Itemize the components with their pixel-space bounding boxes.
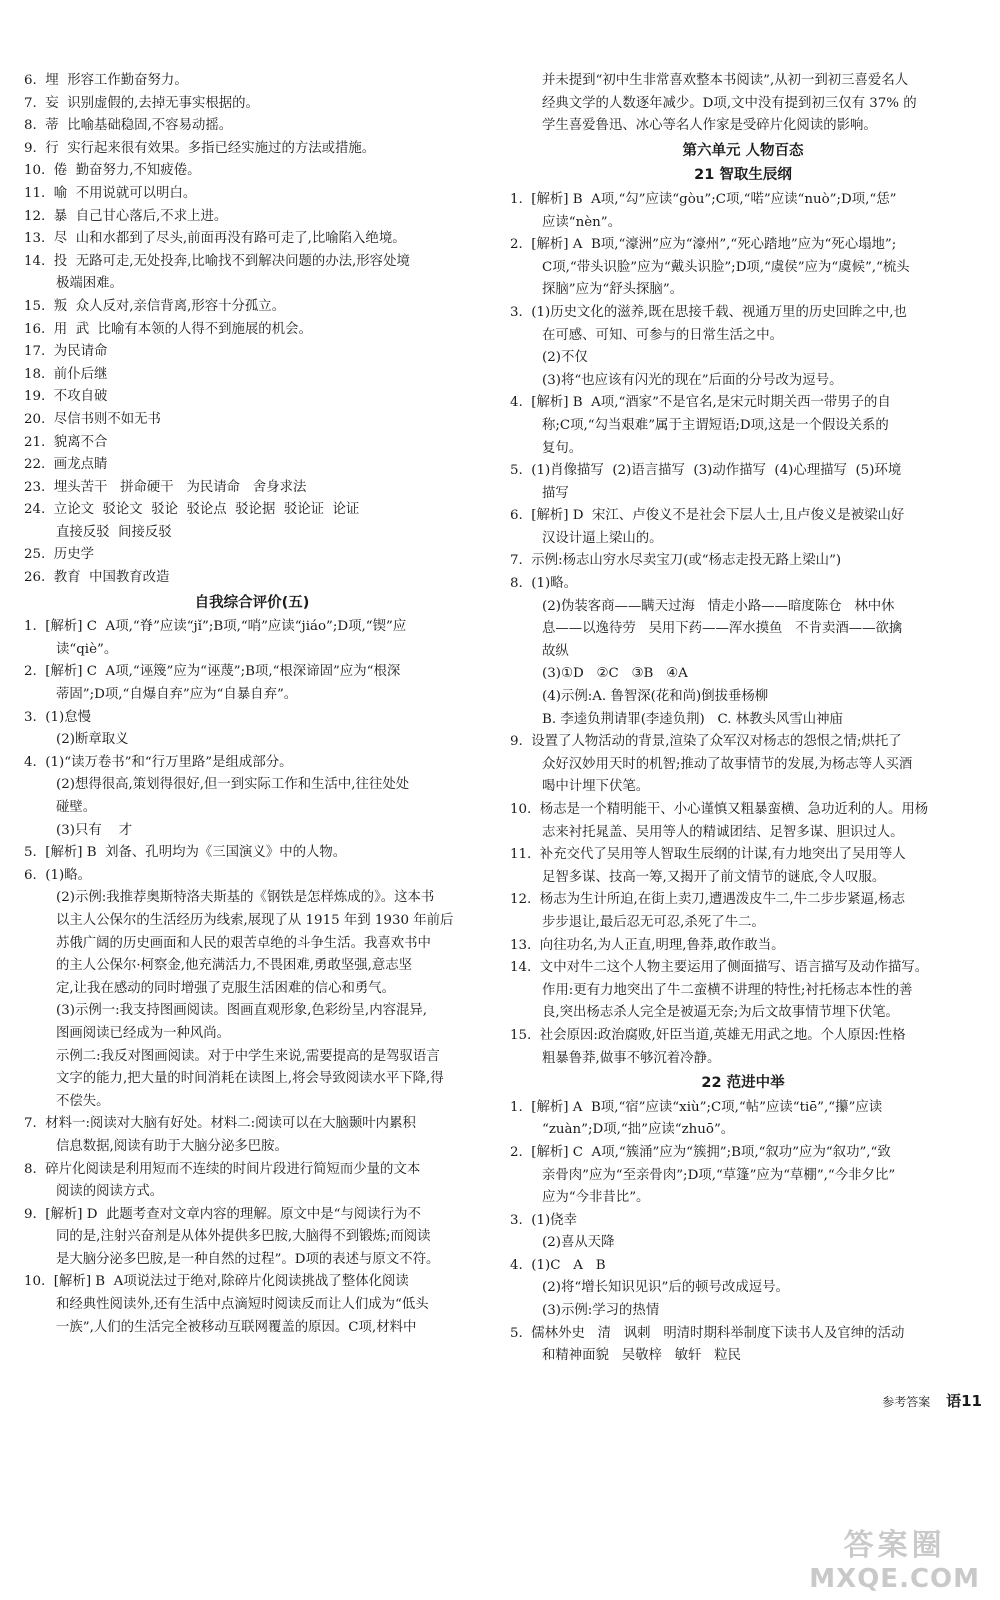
text-line: 19. 不攻自破 xyxy=(24,389,108,405)
text-line: 信息数据,阅读有助于大脑分泌多巴胺。 xyxy=(56,1138,288,1154)
text-line: 5. (1)肖像描写 (2)语言描写 (3)动作描写 (4)心理描写 (5)环境 xyxy=(510,463,902,479)
text-line: 学生喜爱鲁迅、冰心等名人作家是受碎片化阅读的影响。 xyxy=(542,118,877,134)
text-line: 1. [解析] A B项,“宿”应读“xiù”;C项,“帖”应读“tiē”,“攥”应读 xyxy=(510,1099,883,1115)
text-line: 13. 尽 山和水都到了尽头,前面再没有路可走了,比喻陷入绝境。 xyxy=(24,231,406,247)
text-line: 12. 暴 自己甘心落后,不求上进。 xyxy=(24,208,228,224)
right-column xyxy=(510,70,976,1368)
text-line: 10. 倦 勤奋努力,不知疲倦。 xyxy=(24,163,201,179)
section-heading: 自我综合评价(五) xyxy=(194,594,310,611)
text-line: 4. (1)C A B xyxy=(510,1257,606,1273)
text-line: 极端困难。 xyxy=(56,276,123,292)
text-line: 5. 儒林外史 清 讽刺 明清时期科举制度下读书人及官绅的活动 xyxy=(510,1325,905,1341)
text-line: 15. 叛 众人反对,亲信背离,形容十分孤立。 xyxy=(24,298,286,314)
page-number: 语11 xyxy=(946,1392,982,1410)
text-line: 4. [解析] B A项,“酒家”不是官名,是宋元时期关西一带男子的自 xyxy=(510,395,891,411)
watermark-logo xyxy=(809,1520,980,1594)
text-line: (3)①D ②C ③B ④A xyxy=(542,666,688,682)
text-line: 喝中计埋下伏笔。 xyxy=(542,779,650,795)
text-line: 复句。 xyxy=(542,440,583,456)
text-line: 阅读的阅读方式。 xyxy=(56,1184,164,1200)
text-line: 13. 向往功名,为人正直,明理,鲁莽,敢作敢当。 xyxy=(510,937,785,953)
text-line: (2)伪装客商——瞒天过海 情走小路——暗度陈仓 林中休 xyxy=(542,598,895,614)
text-line: 12. 杨志为生计所迫,在街上卖刀,遭遇泼皮牛二,牛二步步紧逼,杨志 xyxy=(510,892,905,908)
text-line: (3)示例:学习的热情 xyxy=(542,1303,660,1319)
text-line: 17. 为民请命 xyxy=(24,344,108,360)
text-line: 4. (1)“读万卷书”和“行万里路”是组成部分。 xyxy=(24,754,293,770)
text-line: 7. 材料一:阅读对大脑有好处。材料二:阅读可以在大脑颞叶内累积 xyxy=(24,1116,416,1132)
footer-label: 参考答案 xyxy=(882,1395,931,1409)
text-line: 7. 示例:杨志山穷水尽卖宝刀(或“杨志走投无路上梁山”) xyxy=(510,553,842,569)
text-line: 直接反驳 间接反驳 xyxy=(56,524,172,540)
text-line: 示例二:我反对图画阅读。对于中学生来说,需要提高的是驾驭语言 xyxy=(56,1048,440,1064)
text-line: 息——以逸待劳 吴用下药——浑水摸鱼 不肯卖酒——欲擒 xyxy=(542,621,903,637)
text-line: 8. (1)略。 xyxy=(510,576,578,592)
text-line: 2. [解析] A B项,“濠洲”应为“濠州”,“死心踏地”应为“死心塌地”; xyxy=(510,237,897,253)
text-line: 3. (1)怠慢 xyxy=(24,709,92,725)
text-line: 14. 文中对牛二这个人物主要运用了侧面描写、语言描写及动作描写。 xyxy=(510,960,929,976)
text-line: 步步退让,最后忍无可忍,杀死了牛二。 xyxy=(542,914,765,930)
text-line: 1. [解析] C A项,“脊”应读“jǐ”;B项,“哨”应读“jiáo”;D项,“锲”应 xyxy=(24,619,407,635)
text-line: 9. [解析] D 此题考查对文章内容的理解。原文中是“与阅读行为不 xyxy=(24,1206,421,1222)
text-line: 称;C项,“勾当艰难”属于主谓短语;D项,这是一个假设关系的 xyxy=(542,417,889,433)
section-heading: 21 智取生辰纲 xyxy=(694,167,792,184)
watermark-line1: 答案圈 xyxy=(843,1528,946,1563)
text-line: 汉设计逼上梁山的。 xyxy=(542,530,663,546)
text-line: 24. 立论文 驳论文 驳论 驳论点 驳论据 驳论证 论证 xyxy=(24,502,360,518)
text-line: (3)将“也应该有闪光的现在”后面的分号改为逗号。 xyxy=(542,372,843,388)
text-line: 和精神面貌 吴敬梓 敏轩 粒民 xyxy=(542,1348,741,1364)
section-heading: 22 范进中举 xyxy=(701,1075,785,1092)
text-line: 同的是,注射兴奋剂是从体外提供多巴胺,大脑得不到锻炼;而阅读 xyxy=(56,1229,431,1245)
text-line: “zuàn”;D项,“拙”应读“zhuō”。 xyxy=(542,1122,735,1138)
text-line: 苏俄广阔的历史画面和人民的艰苦卓绝的斗争生活。我喜欢书中 xyxy=(56,935,431,951)
left-column xyxy=(24,70,480,1339)
text-line: 3. (1)侥幸 xyxy=(510,1212,578,1228)
text-line: 志来衬托晁盖、吴用等人的精诚团结、足智多谋、胆识过人。 xyxy=(542,824,904,840)
text-line: (2)将“增长知识见识”后的顿号改成逗号。 xyxy=(542,1280,789,1296)
text-line: 粗暴鲁莽,做事不够沉着冷静。 xyxy=(542,1050,721,1066)
text-line: 7. 妄 识别虚假的,去掉无事实根据的。 xyxy=(24,95,259,111)
text-line: (4)示例:A. 鲁智深(花和尚)倒拔垂杨柳 xyxy=(542,689,769,705)
text-line: 9. 行 实行起来很有效果。多指已经实施过的方法或措施。 xyxy=(24,140,376,156)
text-line: 以主人公保尔的生活经历为线索,展现了从 1915 年到 1930 年前后 xyxy=(56,912,454,928)
text-line: (2)喜从天降 xyxy=(542,1235,615,1251)
text-line: 文字的能力,把大量的时间消耗在读图上,将会导致阅读水平下降,得 xyxy=(56,1071,444,1087)
text-line: 描写 xyxy=(542,485,569,501)
text-line: 不偿失。 xyxy=(56,1093,110,1109)
text-line: 1. [解析] B A项,“勾”应读“gòu”;C项,“喏”应读“nuò”;D项,“恁” xyxy=(510,191,897,207)
text-line: 22. 画龙点睛 xyxy=(24,457,108,473)
text-line: 11. 喻 不用说就可以明白。 xyxy=(24,185,197,201)
text-line: 23. 埋头苦干 拼命硬干 为民请命 舍身求法 xyxy=(24,479,307,495)
text-line: 众好汉妙用天时的机智;推动了故事情节的发展,为杨志等人买酒 xyxy=(542,756,913,772)
text-line: 8. 碎片化阅读是利用短而不连续的时间片段进行简短而少量的文本 xyxy=(24,1161,421,1177)
text-line: 15. 社会原因:政治腐败,奸臣当道,英雄无用武之地。个人原因:性格 xyxy=(510,1027,906,1043)
text-line: (3)示例一:我支持图画阅读。图画直观形象,色彩纷呈,内容混异, xyxy=(56,1003,428,1019)
text-line: 25. 历史学 xyxy=(24,547,94,563)
text-line: 16. 用 武 比喻有本领的人得不到施展的机会。 xyxy=(24,321,312,337)
text-line: 亲骨肉”应为“至亲骨肉”;D项,“草篷”应为“草棚”,“今非夕比” xyxy=(542,1167,896,1183)
text-line: 21. 貌离不合 xyxy=(24,434,108,450)
text-line: 故纵 xyxy=(542,643,569,659)
text-line: 6. (1)略。 xyxy=(24,867,92,883)
text-line: 2. [解析] C A项,“诬篾”应为“诬蔑”;B项,“根深谛固”应为“根深 xyxy=(24,664,401,680)
text-line: 作用:更有力地突出了牛二蛮横不讲理的特性;衬托杨志本性的善 xyxy=(542,982,913,998)
text-line: 读“qiè”。 xyxy=(56,641,118,657)
section-heading: 第六单元 人物百态 xyxy=(682,142,804,159)
text-line: (2)不仅 xyxy=(542,350,588,366)
text-line: 的主人公保尔·柯察金,他充满活力,不畏困难,勇敢坚强,意志坚 xyxy=(56,958,413,974)
text-line: 20. 尽信书则不如无书 xyxy=(24,411,161,427)
text-line: 11. 补充交代了吴用等人智取生辰纲的计谋,有力地突出了吴用等人 xyxy=(510,847,906,863)
text-line: 18. 前仆后继 xyxy=(24,366,108,382)
text-line: B. 李逵负荆请罪(李逵负荆) C. 林教头风雪山神庙 xyxy=(542,711,843,727)
text-line: 良,突出杨志杀人完全是被逼无奈;为后文故事情节埋下伏笔。 xyxy=(542,1005,899,1021)
text-line: 应为“今非昔比”。 xyxy=(542,1190,650,1206)
text-line: 探脑”应为“舒头探脑”。 xyxy=(542,282,684,298)
text-line: 2. [解析] C A项,“簇涌”应为“簇拥”;B项,“叙功”应为“叙功”,“致 xyxy=(510,1144,891,1160)
text-line: 足智多谋、技高一筹,又揭开了前文情节的谜底,令人叹服。 xyxy=(542,869,886,885)
text-line: 在可感、可知、可参与的日常生活之中。 xyxy=(542,327,784,343)
text-line: 碰壁。 xyxy=(56,800,97,815)
text-line: 5. [解析] B 刘备、孔明均为《三国演义》中的人物。 xyxy=(24,845,347,861)
text-line: C项,“带头识脸”应为“戴头识脸”;D项,“虞侯”应为“虞候”,“梳头 xyxy=(542,259,910,275)
text-line: 14. 投 无路可走,无处投奔,比喻找不到解决问题的办法,形容处境 xyxy=(24,253,410,269)
text-line: 定,让我在感动的同时增强了克服生活困难的信心和勇气。 xyxy=(56,980,396,996)
text-line: (2)示例:我推荐奥斯特洛夫斯基的《钢铁是怎样炼成的》。这本书 xyxy=(56,890,435,906)
text-line: (2)断章取义 xyxy=(56,732,129,748)
text-line: (3)只有 才 xyxy=(56,822,133,838)
text-line: 应读“nèn”。 xyxy=(542,214,622,230)
text-line: 6. 埋 形容工作勤奋努力。 xyxy=(24,73,188,88)
text-line: 是大脑分泌多巴胺,是一种自然的过程”。D项的表述与原文不符。 xyxy=(56,1251,440,1267)
text-line: 和经典性阅读外,还有生活中点滴短时阅读反而让人们成为“低头 xyxy=(56,1297,429,1313)
text-line: 26. 教育 中国教育改造 xyxy=(24,570,170,586)
text-line: 8. 蒂 比喻基础稳固,不容易动摇。 xyxy=(24,118,233,134)
text-line: 10. 杨志是一个精明能干、小心谨慎又粗暴蛮横、急功近利的人。用杨 xyxy=(510,802,929,817)
text-line: 并未提到“初中生非常喜欢整本书阅读”,从初一到初三喜爱名人 xyxy=(542,73,909,88)
watermark-line2: MXQE.COM xyxy=(809,1564,980,1594)
text-line: 图画阅读已经成为一种风尚。 xyxy=(56,1025,231,1041)
page-footer xyxy=(882,1390,982,1411)
text-line: 10. [解析] B A项说法过于绝对,除碎片化阅读挑战了整体化阅读 xyxy=(24,1274,409,1290)
text-line: 9. 设置了人物活动的背景,渲染了众军汉对杨志的怨恨之情;烘托了 xyxy=(510,734,902,750)
text-line: 一族”,人们的生活完全被移动互联网覆盖的原因。C项,材料中 xyxy=(56,1319,417,1335)
text-line: (2)想得很高,策划得很好,但一到实际工作和生活中,往往处处 xyxy=(56,777,410,793)
text-line: 经典文学的人数逐年减少。D项,文中没有提到初三仅有 37% 的 xyxy=(542,95,917,111)
text-line: 蒂固”;D项,“自爆自弃”应为“自暴自弃”。 xyxy=(56,687,298,703)
text-line: 3. (1)历史文化的滋养,既在思接千载、视通万里的历史回眸之中,也 xyxy=(510,304,907,320)
text-line: 6. [解析] D 宋江、卢俊义不是社会下层人士,且卢俊义是被梁山好 xyxy=(510,508,905,524)
